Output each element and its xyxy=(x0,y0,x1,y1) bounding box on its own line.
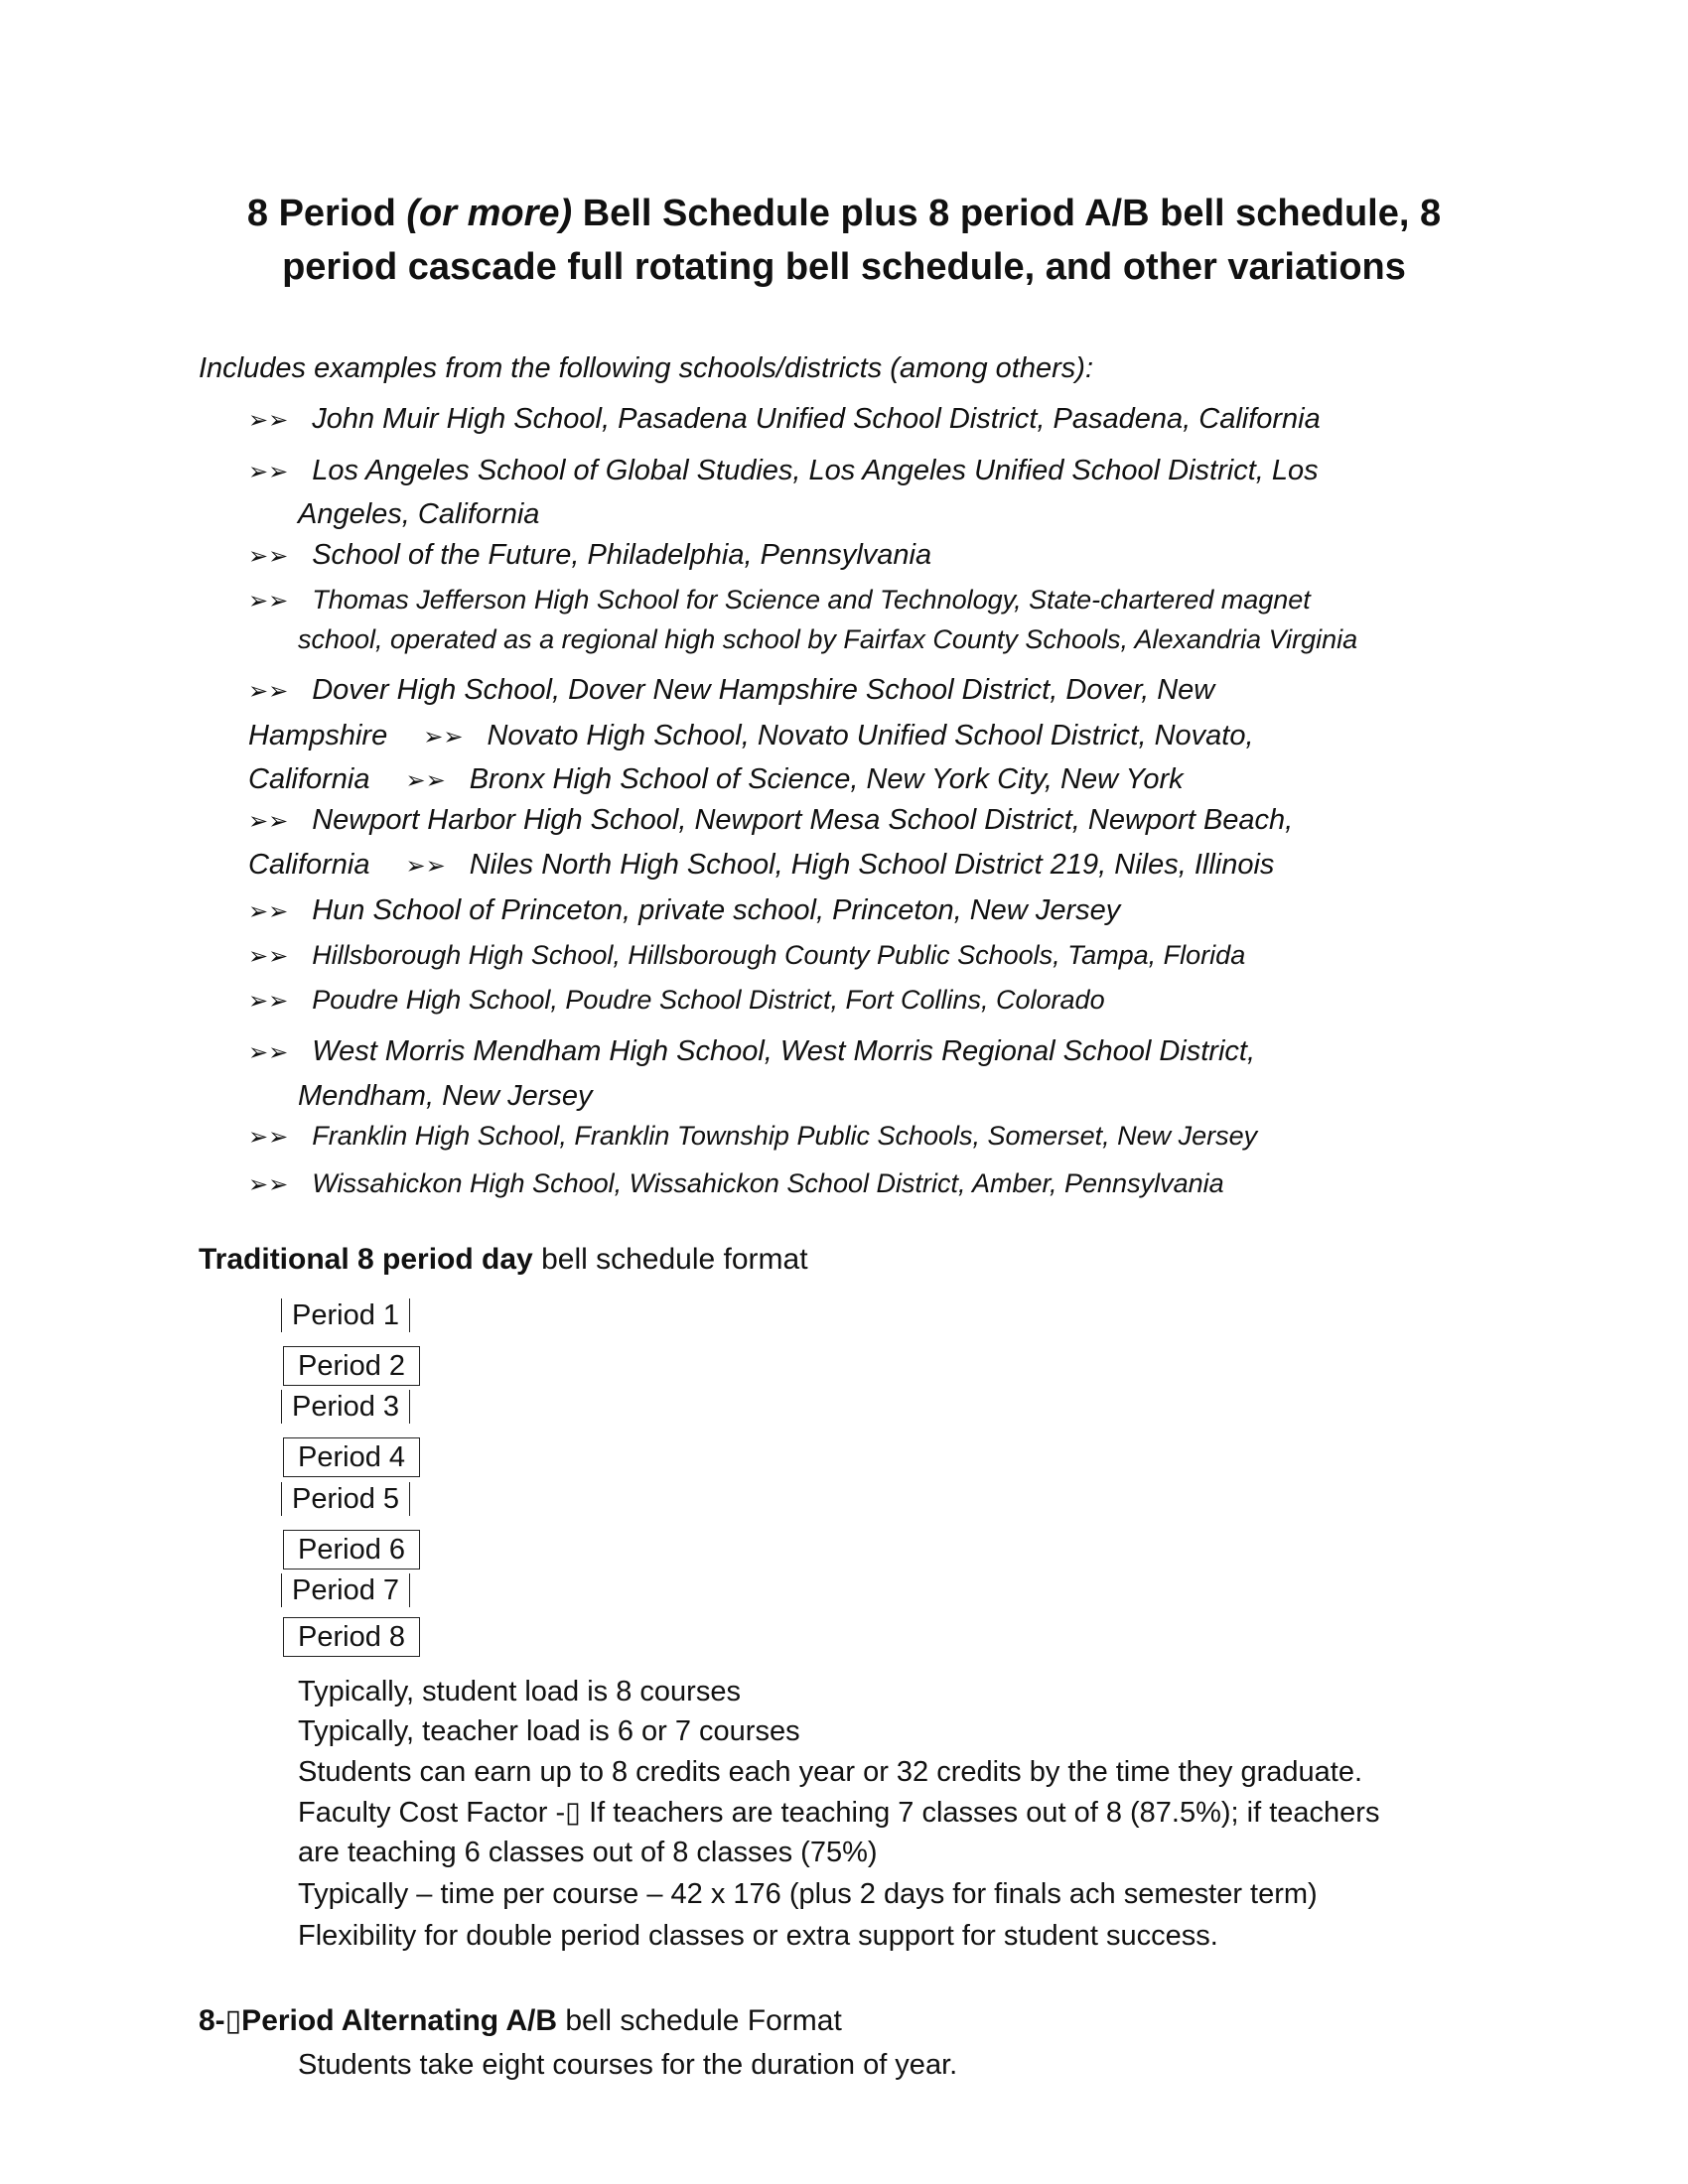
note-line: Typically, teacher load is 6 or 7 courses xyxy=(298,1715,800,1747)
arrow-bullet-icon: ➢➢ xyxy=(405,767,446,794)
arrow-bullet-icon: ➢➢ xyxy=(248,1171,289,1198)
arrow-bullet-icon: ➢➢ xyxy=(248,943,289,970)
arrow-bullet-icon: ➢➢ xyxy=(248,407,289,434)
title-part-1: 8 Period xyxy=(246,193,407,234)
note-line: Students can earn up to 8 credits each year or 32 credits by the time they graduate. xyxy=(298,1756,1363,1788)
list-item: ➢➢ West Morris Mendham High School, West Morris Regional School District, xyxy=(248,1035,1256,1067)
section-heading-traditional xyxy=(199,1243,808,1277)
arrow-bullet-icon: ➢➢ xyxy=(248,1039,289,1066)
period-box: Period 6 xyxy=(283,1530,420,1570)
note-line: Typically – time per course – 42 x 176 (plus 2 days for finals ach semester term) xyxy=(298,1878,1318,1910)
list-item-continuation: Hampshire ➢➢ Novato High School, Novato Unified School District, Novato, xyxy=(248,720,1254,751)
arrow-bullet-icon: ➢➢ xyxy=(423,724,464,751)
arrow-bullet-icon: ➢➢ xyxy=(248,588,289,614)
arrow-bullet-icon: ➢➢ xyxy=(405,853,446,880)
list-item: ➢➢ Hillsborough High School, Hillsborough County Public Schools, Tampa, Florida xyxy=(248,940,1246,970)
arrow-bullet-icon: ➢➢ xyxy=(248,678,289,705)
arrow-bullet-icon: ➢➢ xyxy=(248,988,289,1015)
section-heading-alternating xyxy=(199,2003,842,2038)
arrow-bullet-icon: ➢➢ xyxy=(248,1124,289,1151)
list-item-continuation: California ➢➢ Bronx High School of Science, New York City, New York xyxy=(248,763,1184,795)
period-box: Period 8 xyxy=(283,1617,420,1657)
arrow-bullet-icon: ➢➢ xyxy=(248,808,289,835)
note-line: Flexibility for double period classes or extra support for student success. xyxy=(298,1920,1218,1952)
arrow-bullet-icon: ➢➢ xyxy=(248,898,289,925)
list-item: ➢➢ School of the Future, Philadelphia, Pennsylvania xyxy=(248,539,932,571)
intro-text: Includes examples from the following schools/districts (among others): xyxy=(199,352,1093,384)
list-item: ➢➢ Franklin High School, Franklin Township Public Schools, Somerset, New Jersey xyxy=(248,1121,1258,1151)
note-line: Students take eight courses for the duration of year. xyxy=(298,2049,958,2081)
title-part-2: (or more) xyxy=(406,193,573,234)
period-box: Period 1 xyxy=(281,1298,410,1332)
title-part-3: Bell Schedule plus 8 period A/B bell schedule, 8 period cascade full rotating bell schedule, and other variations xyxy=(282,193,1442,288)
list-item: ➢➢ Poudre High School, Poudre School District, Fort Collins, Colorado xyxy=(248,985,1105,1015)
section-heading-rest: bell schedule format xyxy=(532,1243,808,1276)
list-item-continuation: Angeles, California xyxy=(298,498,540,530)
period-box: Period 2 xyxy=(283,1346,420,1386)
period-box: Period 7 xyxy=(281,1573,410,1607)
note-line: are teaching 6 classes out of 8 classes (75%) xyxy=(298,1837,878,1868)
note-line: Faculty Cost Factor -▯ If teachers are teaching 7 classes out of 8 (87.5%); if teachers xyxy=(298,1797,1380,1829)
list-item: ➢➢ Thomas Jefferson High School for Science and Technology, State-⁠chartered magnet xyxy=(248,585,1311,614)
list-item-continuation: Mendham, New Jersey xyxy=(298,1080,593,1112)
list-item: ➢➢ John Muir High School, Pasadena Unified School District, Pasadena, California xyxy=(248,403,1321,435)
arrow-bullet-icon: ➢➢ xyxy=(248,459,289,485)
list-item: ➢➢ Newport Harbor High School, Newport Mesa School District, Newport Beach, xyxy=(248,804,1294,836)
period-box: Period 5 xyxy=(281,1482,410,1516)
list-item: ➢➢ Dover High School, Dover New Hampshire School District, Dover, New xyxy=(248,674,1215,706)
list-item-continuation: California ➢➢ Niles North High School, High School District 219, Niles, Illinois xyxy=(248,849,1275,881)
list-item: ➢➢ Wissahickon High School, Wissahickon School District, Amber, Pennsylvania xyxy=(248,1168,1224,1198)
section-heading-bold: Traditional 8 period day xyxy=(199,1243,533,1276)
period-box: Period 3 xyxy=(281,1390,410,1424)
list-item: ➢➢ Los Angeles School of Global Studies, Los Angeles Unified School District, Los xyxy=(248,455,1319,486)
section-heading-rest: bell schedule Format xyxy=(556,2004,842,2037)
document-title xyxy=(199,187,1489,294)
list-item-continuation: school, operated as a regional high school by Fairfax County Schools, Alexandria Virginia xyxy=(298,624,1358,654)
list-item: ➢➢ Hun School of Princeton, private school, Princeton, New Jersey xyxy=(248,894,1121,926)
period-box: Period 4 xyxy=(283,1437,420,1477)
arrow-bullet-icon: ➢➢ xyxy=(248,543,289,570)
section-heading-bold: 8-▯Period Alternating A/B xyxy=(199,2004,557,2037)
note-line: Typically, student load is 8 courses xyxy=(298,1676,741,1707)
